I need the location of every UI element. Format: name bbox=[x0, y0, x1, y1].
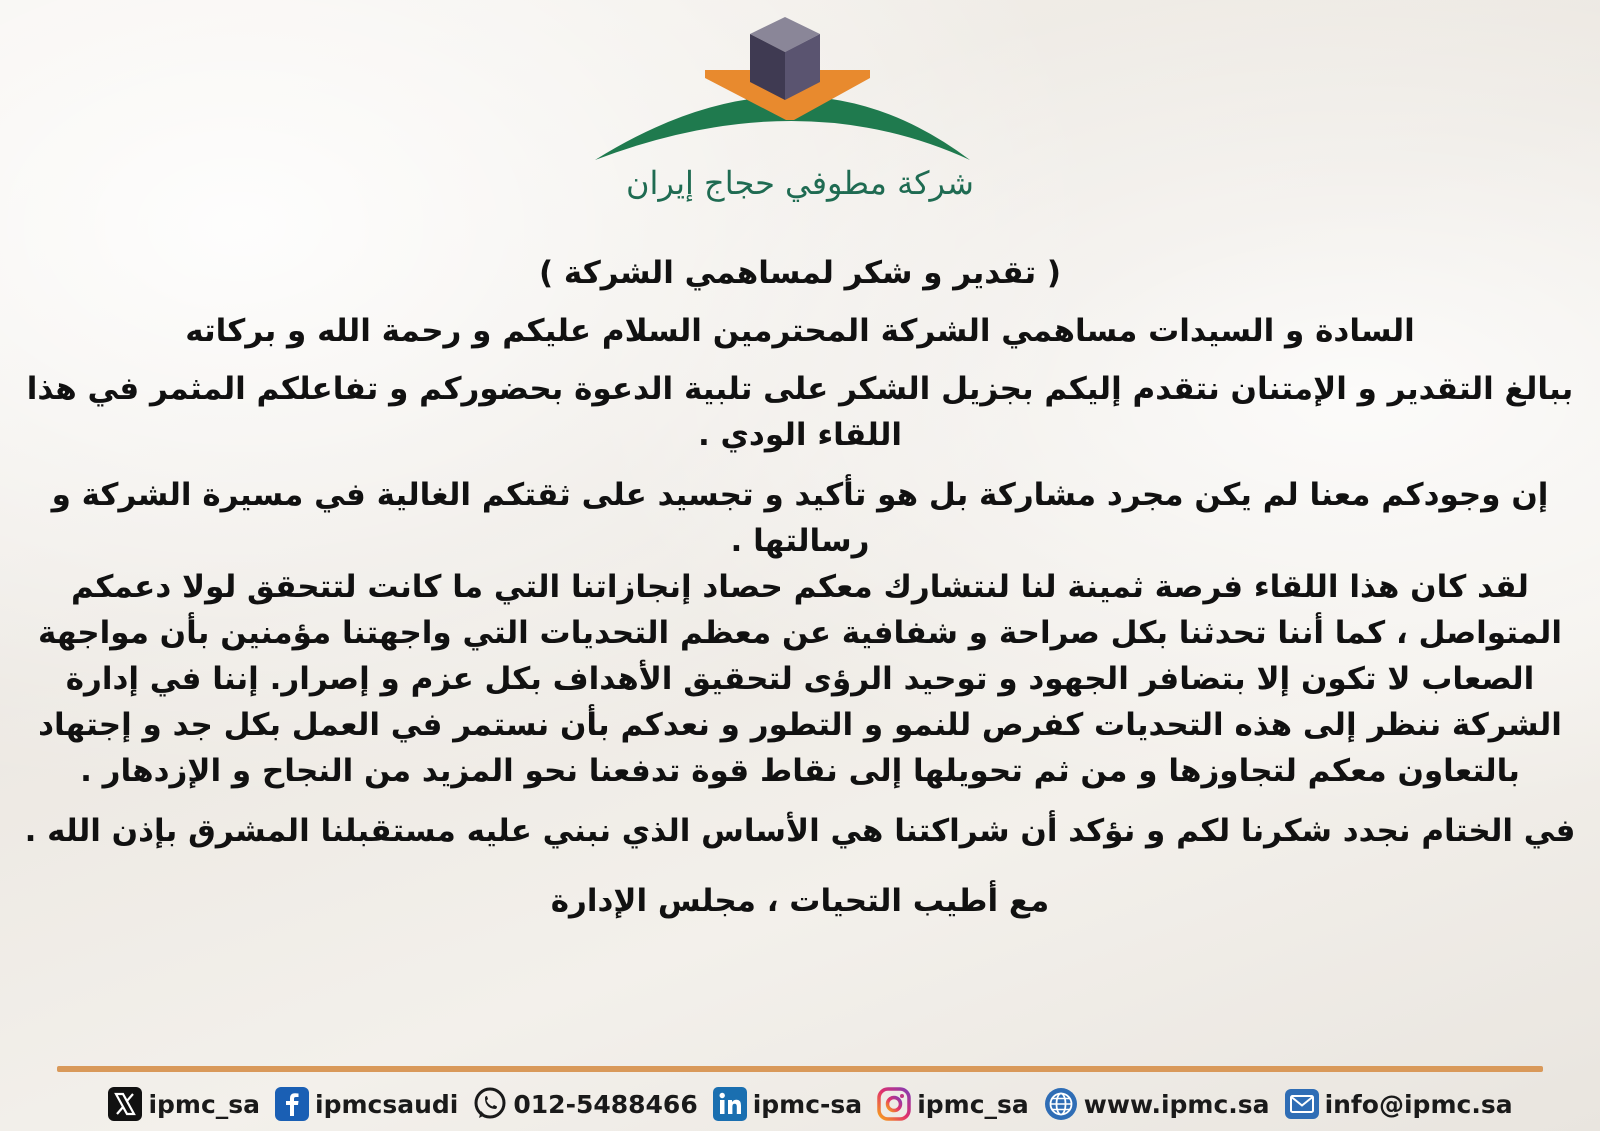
contact-instagram[interactable] bbox=[876, 1086, 1029, 1122]
x-twitter-icon bbox=[107, 1086, 143, 1122]
company-logo bbox=[580, 12, 1020, 212]
letter-title: ( تقدير و شكر لمساهمي الشركة ) bbox=[538, 255, 1062, 291]
email-icon bbox=[1284, 1086, 1320, 1122]
logo-emblem bbox=[580, 12, 1020, 172]
contact-x[interactable] bbox=[107, 1086, 260, 1122]
linkedin-handle: ipmc-sa bbox=[752, 1089, 863, 1119]
salutation: السادة و السيدات مساهمي الشركة المحترمين السلام عليكم و رحمة الله و بركاته bbox=[185, 313, 1415, 349]
paragraph-2: إن وجودكم معنا لم يكن مجرد مشاركة بل هو تأكيد و تجسيد على ثقتكم الغالية في مسيرة الشركة و رسالتها . bbox=[51, 477, 1549, 559]
paragraph-1: ببالغ التقدير و الإمتنان نتقدم إليكم بجزيل الشكر على تلبية الدعوة بحضوركم و تفاعلكم المثمر في هذا اللقاء الودي . bbox=[26, 371, 1574, 453]
paragraph-4: في الختام نجدد شكرنا لكم و نؤكد أن شراكتنا هي الأساس الذي نبني عليه مستقبلنا المشرق بإذن الله . bbox=[24, 813, 1576, 849]
contact-whatsapp[interactable] bbox=[472, 1086, 697, 1122]
footer-divider bbox=[57, 1066, 1543, 1072]
contact-website[interactable] bbox=[1043, 1086, 1270, 1122]
contact-facebook[interactable] bbox=[274, 1086, 458, 1122]
facebook-handle: ipmcsaudi bbox=[315, 1089, 459, 1119]
contact-linkedin[interactable] bbox=[712, 1086, 862, 1122]
contact-email[interactable] bbox=[1284, 1086, 1513, 1122]
letter-body bbox=[10, 250, 1590, 924]
signature: مع أطيب التحيات ، مجلس الإدارة bbox=[550, 883, 1050, 919]
company-name: شركة مطوفي حجاج إيران bbox=[626, 164, 974, 202]
x-handle: ipmc_sa bbox=[148, 1089, 261, 1119]
linkedin-icon bbox=[712, 1086, 748, 1122]
paragraph-3: لقد كان هذا اللقاء فرصة ثمينة لنا لنتشارك معكم حصاد إنجازاتنا التي ما كانت لتتحقق لولا دعمكم المتواصل ، كما أننا تحدثنا بكل صراحة و شفافية عن معظم التحديات التي واجهتنا مؤمنين بأن مواجهة الصعاب لا تكون إلا بتضافر الجهود و توحيد الرؤى لتحقيق الأهداف بكل عزم و إصرار. إننا في إدارة الشركة ننظر إلى هذه التحديات كفرص للنمو و التطور و نعدكم بأن نستمر في العمل بكل جد و إجتهاد بالتعاون معكم لتجاوزها و من ثم تحويلها إلى نقاط قوة تدفعنا نحو المزيد من النجاح و الإزدهار . bbox=[38, 569, 1562, 789]
facebook-icon bbox=[274, 1086, 310, 1122]
whatsapp-icon bbox=[472, 1086, 508, 1122]
globe-icon bbox=[1043, 1086, 1079, 1122]
instagram-handle: ipmc_sa bbox=[917, 1089, 1029, 1119]
instagram-icon bbox=[876, 1086, 912, 1122]
website-url: www.ipmc.sa bbox=[1083, 1089, 1270, 1119]
email-address: info@ipmc.sa bbox=[1324, 1089, 1513, 1119]
whatsapp-number: 012-5488466 bbox=[513, 1089, 698, 1119]
contact-footer bbox=[140, 1082, 1513, 1126]
